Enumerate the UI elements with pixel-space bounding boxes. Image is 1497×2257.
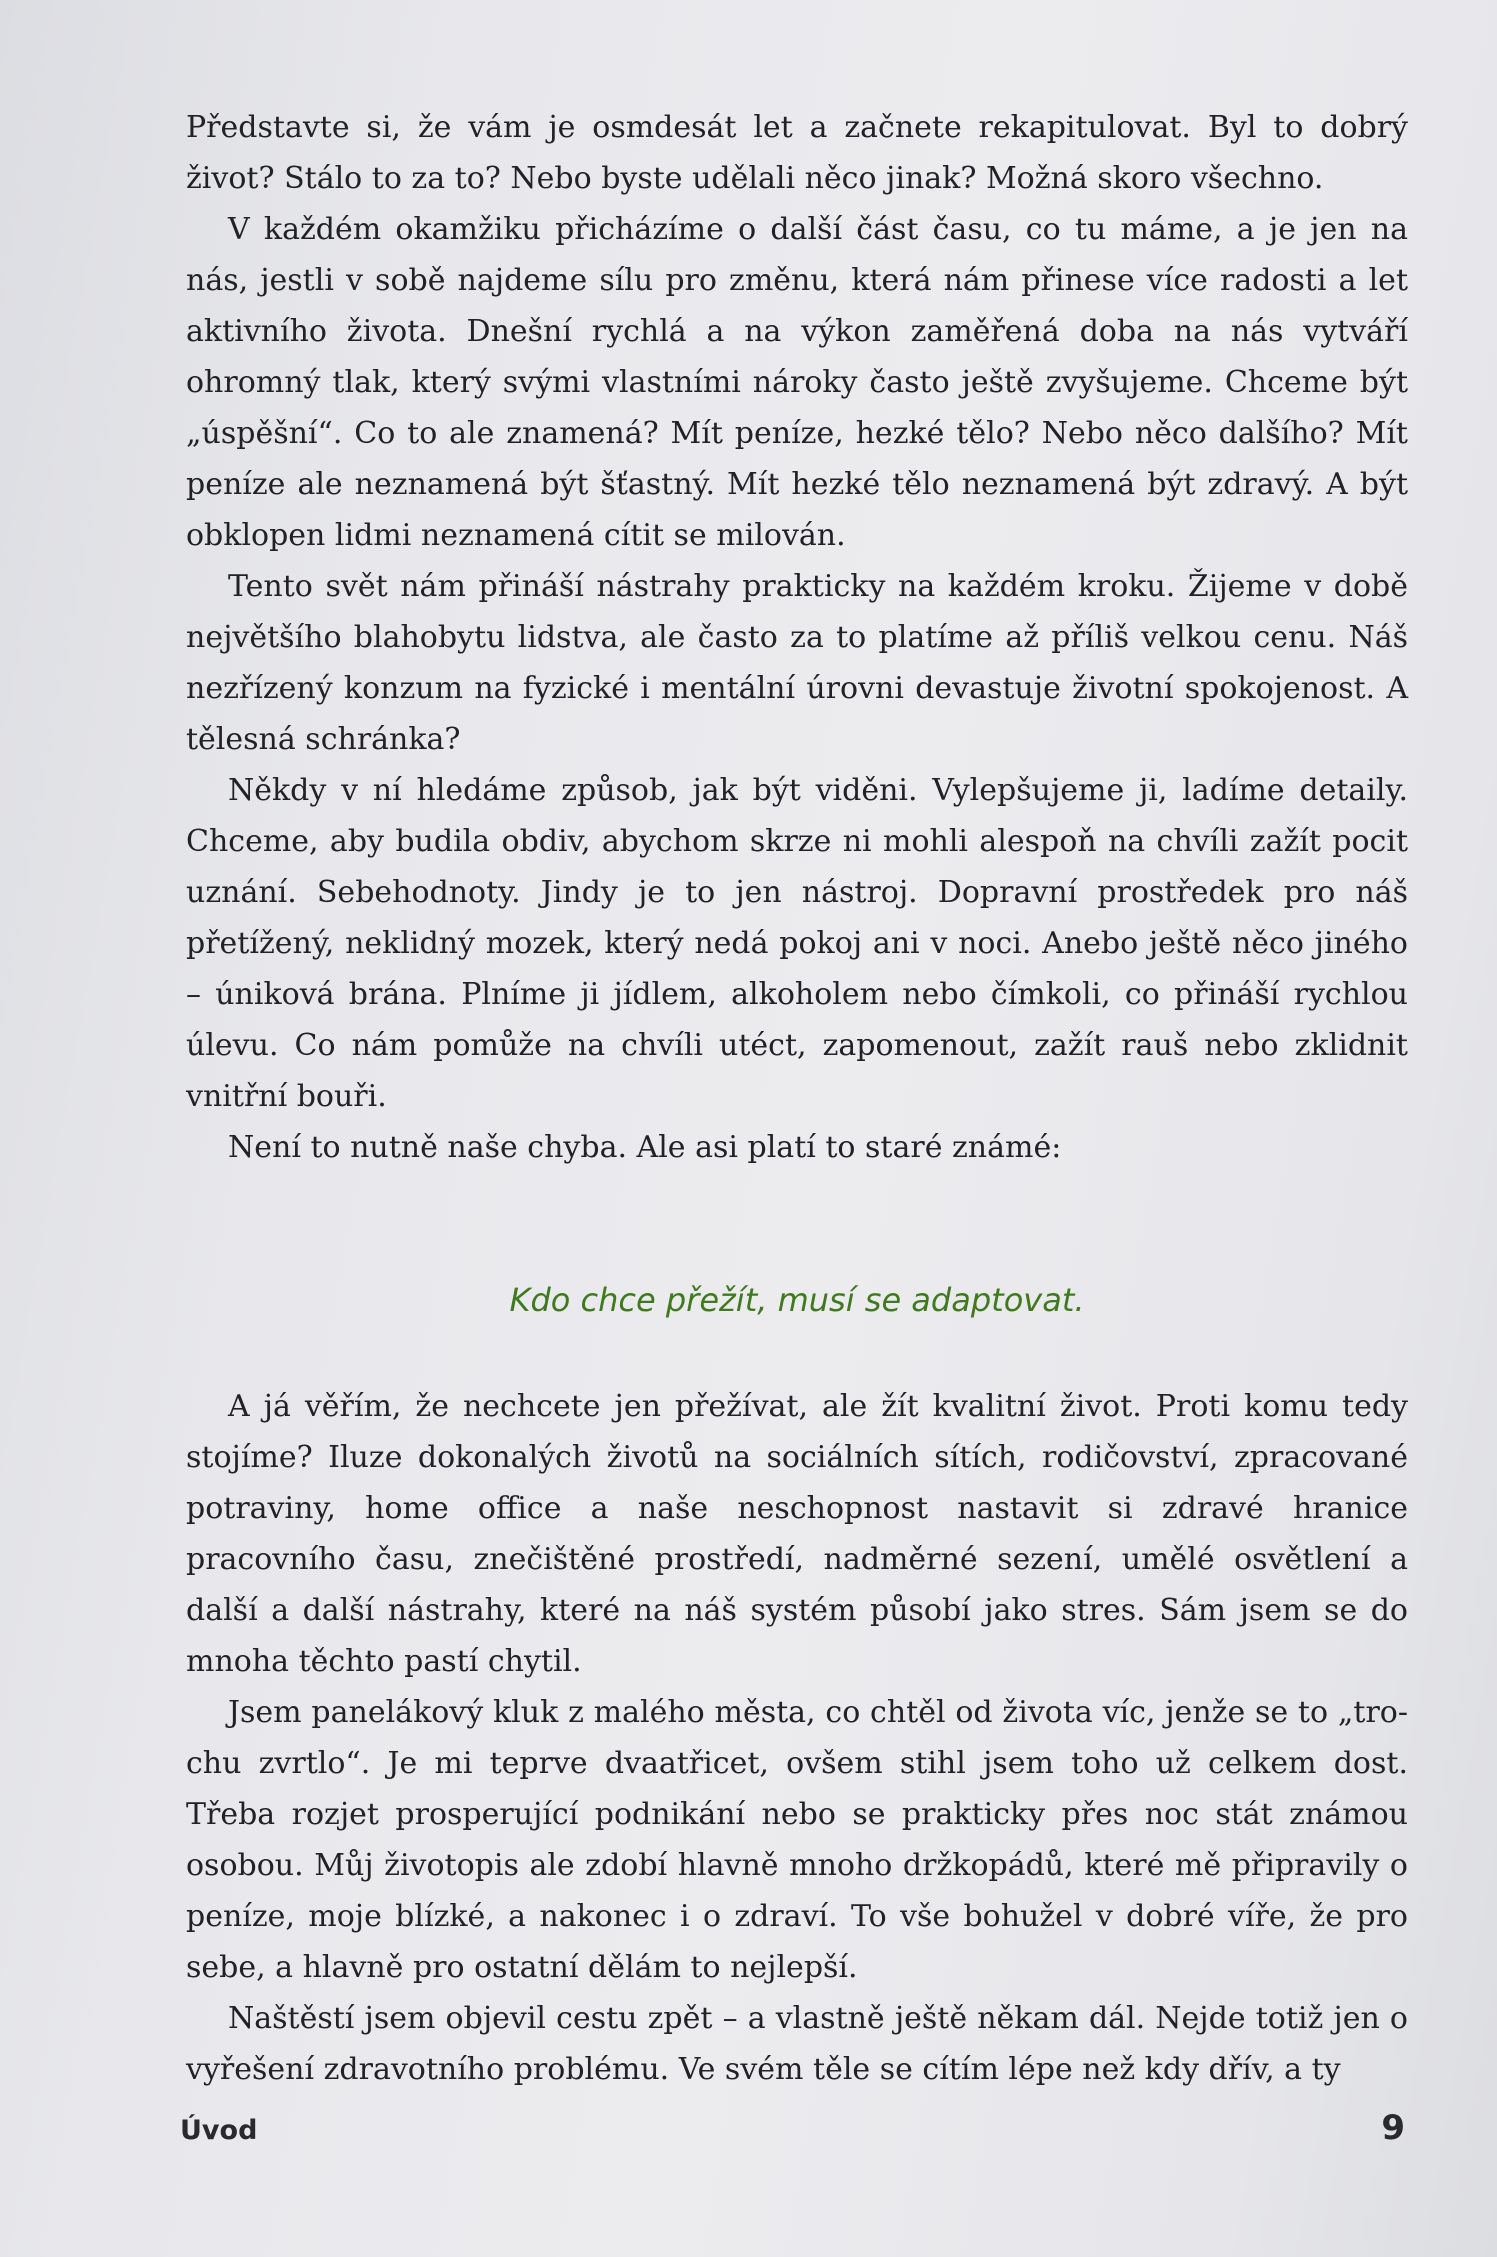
paragraph: Tento svět nám přináší nástrahy prakticky na každém kroku. Žijeme v době největšího blahobytu lidstva, ale často za to platíme až příliš velkou cenu. Náš nezřízený konzum na fyzické i mentální úrovni devastuje životní spokojenost. A tělesná schránka? (186, 569, 1408, 757)
paragraph: A já věřím, že nechcete jen přežívat, ale žít kvalitní život. Proti komu tedy stojíme? Iluze dokonalých životů na sociálních sítích, rodičovství, zpracované potraviny, home office a naše neschopnost nastavit si zdravé hranice pracovního času, znečištěné prostředí, nadměrné sezení, umělé osvětlení a další a další nástrahy, které na náš systém působí jako stres. Sám jsem se do mnoha těchto pastí chytil. (186, 1389, 1408, 1679)
paragraph: Jsem panelákový kluk z malého města, co chtěl od života víc, jenže se to „trochu zvrtlo“. Je mi teprve dvaatřicet, ovšem stihl jsem toho už celkem dost. Třeba rozjet prosperující podnikání nebo se prakticky přes noc stát známou osobou. Můj životopis ale zdobí hlavně mnoho držkopádů, které mě připravily o peníze, moje blízké, a nakonec i o zdraví. To vše bohužel v dobré víře, že pro sebe, a hlavně pro ostatní dělám to nejlepší. (186, 1695, 1408, 1985)
body-text-top (186, 102, 1408, 1173)
footer-section-title: Úvod (180, 2115, 258, 2146)
paragraph: V každém okamžiku přicházíme o další část času, co tu máme, a je jen na nás, jestli v sobě najdeme sílu pro změnu, která nám přinese více radosti a let aktivního života. Dnešní rychlá a na výkon zaměřená doba na nás vytváří ohromný tlak, který svými vlastními nároky často ještě zvyšujeme. Chceme být „úspěšní“. Co to ale znamená? Mít peníze, hezké tělo? Nebo něco dalšího? Mít peníze ale neznamená být šťastný. Mít hezké tělo neznamená být zdravý. A být obklopen lidmi neznamená cítit se milován. (186, 212, 1408, 553)
body-text-bottom (186, 1381, 1408, 2095)
paragraph: Naštěstí jsem objevil cestu zpět – a vlastně ještě někam dál. Nejde totiž jen o vyřešení zdravotního problému. Ve svém těle se cítím lépe než kdy dřív, a ty (186, 2001, 1408, 2087)
paragraph: Někdy v ní hledáme způsob, jak být viděni. Vylepšujeme ji, ladíme detaily. Chceme, aby budila obdiv, abychom skrze ni mohli alespoň na chvíli zažít pocit uznání. Sebehodnoty. Jindy je to jen nástroj. Dopravní prostředek pro náš přetížený, neklidný mozek, který nedá pokoj ani v noci. Anebo ještě něco jiného – úniková brána. Plníme ji jídlem, alkoholem nebo čímkoli, co přináší rychlou úlevu. Co nám pomůže na chvíli utéct, zapomenout, zažít rauš nebo zklidnit vnitřní bouři. (186, 773, 1408, 1114)
paragraph: Představte si, že vám je osmdesát let a začnete rekapitulovat. Byl to dobrý život? Stálo to za to? Nebo byste udělali něco jinak? Možná skoro všechno. (186, 110, 1408, 196)
page-number: 9 (1381, 2108, 1405, 2148)
pull-quote: Kdo chce přežít, musí se adaptovat. (509, 1281, 1085, 1319)
paragraph: Není to nutně naše chyba. Ale asi platí to staré známé: (228, 1130, 1062, 1165)
